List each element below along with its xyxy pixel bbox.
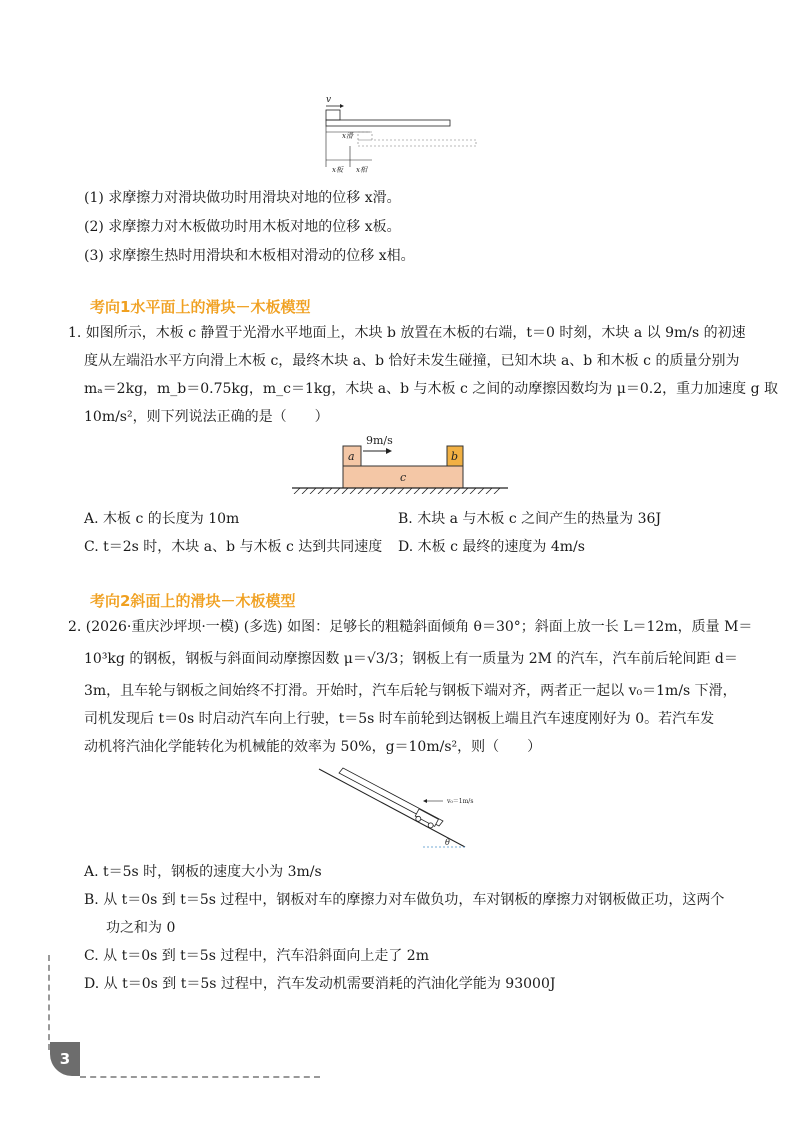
theta-label: θ <box>445 838 450 847</box>
q1-option-a[interactable]: A. 木板 c 的长度为 10m <box>84 511 240 527</box>
q1-option-d[interactable]: D. 木板 c 最终的速度为 4m/s <box>398 539 585 555</box>
x-slide-label: x滑 <box>342 132 353 140</box>
horizontal-board-figure <box>290 432 510 494</box>
q1-option-b[interactable]: B. 木块 a 与木板 c 之间产生的热量为 36J <box>398 511 662 527</box>
q2-line-2: 10³kg 的钢板，钢板与斜面间动摩擦因数 μ＝√3/3；钢板上有一质量为 2M 的汽车，汽车前后轮间距 d＝ <box>84 651 738 667</box>
footer-dashed-line <box>80 1076 320 1078</box>
q1-line-4: 10m/s²，则下列说法正确的是（ ） <box>84 409 329 425</box>
section2-heading: 考向2斜面上的滑块－木板模型 <box>90 592 296 610</box>
intro-question-1: (1) 求摩擦力对滑块做功时用滑块对地的位移 x滑。 <box>84 190 401 206</box>
q1-line-2: 度从左端沿水平方向滑上木板 c，最终木块 a、b 恰好未发生碰撞，已知木块 a、b 和木板 c 的质量分别为 <box>84 353 740 369</box>
slider-board-displacement-figure <box>320 92 485 177</box>
q2-option-c[interactable]: C. 从 t＝0s 到 t＝5s 过程中，汽车沿斜面向上走了 2m <box>84 948 429 964</box>
margin-dashed-line <box>48 955 50 1050</box>
q1-line-1: 1. 如图所示，木板 c 静置于光滑水平地面上，木块 b 放置在木板的右端，t＝0 时刻，木块 a 以 9m/s 的初速 <box>68 325 746 341</box>
q1-option-c[interactable]: C. t＝2s 时，木块 a、b 与木板 c 达到共同速度 <box>84 539 383 555</box>
q2-line-5: 动机将汽油化学能转化为机械能的效率为 50%，g＝10m/s²，则（ ） <box>84 739 542 755</box>
q2-option-b[interactable]: B. 从 t＝0s 到 t＝5s 过程中，钢板对车的摩擦力对车做负功，车对钢板的摩擦力对钢板做正功，这两个 <box>84 892 725 908</box>
x-board-label: x板 <box>332 166 343 174</box>
intro-question-3: (3) 求摩擦生热时用滑块和木板相对滑动的位移 x相。 <box>84 248 415 264</box>
velocity-label: v <box>326 95 332 105</box>
section1-heading: 考向1水平面上的滑块－木板模型 <box>90 298 311 316</box>
q2-option-b-cont: 功之和为 0 <box>106 920 176 936</box>
intro-question-2: (2) 求摩擦力对木板做功时用木板对地的位移 x板。 <box>84 219 401 235</box>
q1-line-3: mₐ＝2kg，m_b＝0.75kg，m_c＝1kg，木块 a、b 与木板 c 之间的动摩擦因数均为 μ＝0.2，重力加速度 g 取 <box>84 381 778 397</box>
block-b-label: b <box>451 450 459 463</box>
q2-line-1: 2. (2026·重庆沙坪坝·一模) (多选) 如图：足够长的粗糙斜面倾角 θ＝30°；斜面上放一长 L＝12m，质量 M＝ <box>68 619 753 635</box>
x-rel-label: x相 <box>356 166 367 174</box>
v0-label: v₀＝1m/s <box>447 798 474 805</box>
incline-car-figure <box>315 765 490 850</box>
q2-option-d[interactable]: D. 从 t＝0s 到 t＝5s 过程中，汽车发动机需要消耗的汽油化学能为 93000J <box>84 976 556 992</box>
velocity-9-label: 9m/s <box>366 434 393 447</box>
block-a-label: a <box>348 450 355 463</box>
q2-option-a[interactable]: A. t＝5s 时，钢板的速度大小为 3m/s <box>84 864 322 880</box>
q2-line-4: 司机发现后 t＝0s 时启动汽车向上行驶，t＝5s 时车前轮到达钢板上端且汽车速度刚好为 0。若汽车发 <box>84 711 715 727</box>
board-c-label: c <box>400 471 407 484</box>
page-number: 3 <box>50 1042 80 1076</box>
q2-line-3: 3m，且车轮与钢板之间始终不打滑。开始时，汽车后轮与钢板下端对齐，两者正一起以 v₀＝1m/s 下滑， <box>84 683 737 699</box>
